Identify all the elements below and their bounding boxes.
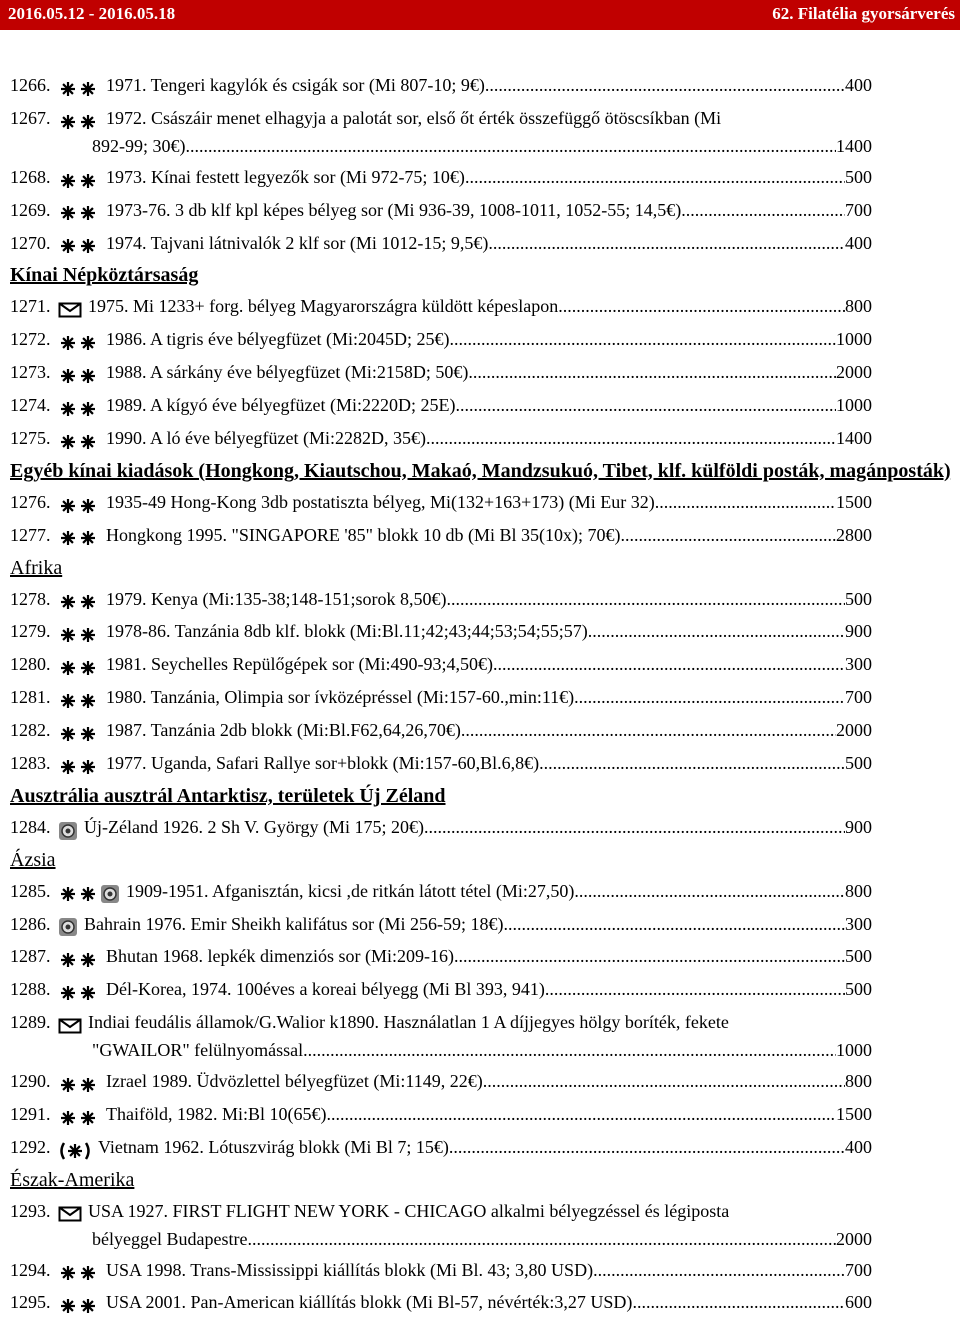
auction-title: 62. Filatélia gyorsárverés	[772, 4, 955, 23]
condition-icons	[58, 328, 100, 354]
lot-price: 300	[845, 913, 872, 934]
dot-leader	[485, 72, 845, 98]
dot-leader	[426, 425, 836, 451]
dot-leader	[574, 878, 845, 904]
lot-number: 1283.	[10, 752, 51, 773]
lot-item	[10, 717, 872, 745]
lot-item	[10, 878, 872, 906]
dot-leader	[186, 133, 837, 159]
section-heading: Ázsia	[10, 848, 56, 871]
section-heading: Kínai Népköztársaság	[10, 264, 199, 287]
lot-description: 1973-76. 3 db klf kpl képes bélyeg sor (Mi 936-39, 1008-1011, 1052-55; 14,5€)	[106, 199, 682, 220]
lot-item	[10, 1289, 872, 1317]
lot-number: 1289.	[10, 1012, 51, 1033]
condition-icons	[58, 686, 100, 712]
dot-leader	[574, 684, 845, 710]
lot-description: 1990. A ló éve bélyegfüzet (Mi:2282D, 35€)	[106, 427, 426, 448]
condition-icons	[58, 1011, 82, 1037]
lot-item	[10, 1068, 872, 1096]
condition-icons	[58, 231, 100, 257]
condition-icons	[58, 74, 100, 100]
mint-icon	[58, 1077, 100, 1093]
lot-description: 1971. Tengeri kagylók és csigák sor (Mi 807-10; 9€)	[106, 75, 485, 95]
condition-icons	[58, 1070, 100, 1096]
dot-leader	[588, 618, 845, 644]
lot-item	[10, 522, 872, 550]
lot-item	[10, 359, 872, 387]
mint-icon	[58, 238, 100, 254]
lot-number: 1284.	[10, 816, 51, 837]
mint-icon	[58, 726, 100, 742]
condition-icons	[58, 295, 82, 321]
lot-number: 1272.	[10, 329, 51, 350]
lot-item	[10, 72, 872, 100]
lot-description: 1909-1951. Afganisztán, kicsi ,de ritkán látott tétel (Mi:27,50)	[126, 880, 575, 901]
lot-price: 900	[845, 816, 872, 837]
condition-icons	[58, 427, 100, 453]
lot-item	[10, 814, 872, 842]
dot-leader	[468, 359, 836, 385]
lot-description: Indiai feudális államok/G.Walior k1890. Használatlan 1 A díjjegyes hölgy boríték, fekete	[88, 1012, 729, 1033]
lot-price: 1400	[836, 135, 872, 156]
lot-item	[10, 164, 872, 192]
dot-leader	[455, 392, 836, 418]
lot-description: Bahrain 1976. Emir Sheikh kalifátus sor (Mi 256-59; 18€)	[84, 913, 504, 934]
condition-icons	[58, 816, 78, 842]
mint-icon	[58, 660, 100, 676]
envelope-icon	[58, 1018, 82, 1034]
lot-price: 400	[845, 1136, 872, 1157]
envelope-icon	[58, 1206, 82, 1222]
condition-icons	[58, 719, 100, 745]
lot-price: 1500	[836, 491, 872, 512]
auction-dates: 2016.05.12 - 2016.05.18	[8, 4, 176, 23]
lot-description: 1974. Tajvani látnivalók 2 klf sor (Mi 1012-15; 9,5€)	[106, 232, 489, 253]
lot-description: Thaiföld, 1982. Mi:Bl 10(65€)	[106, 1103, 327, 1124]
dot-leader	[539, 750, 845, 776]
lot-price: 500	[845, 979, 872, 1000]
condition-icons	[58, 880, 120, 906]
lot-item	[10, 618, 872, 646]
lot-description-cont: 892-99; 30€)	[92, 135, 186, 156]
mint-icon	[58, 401, 100, 417]
used-icon	[100, 884, 120, 904]
dot-leader	[620, 522, 836, 548]
lot-item	[10, 392, 872, 420]
lot-description: 1980. Tanzánia, Olimpia sor ívközépréssel (Mi:157-60.,min:11€)	[106, 687, 575, 708]
lot-description: 1975. Mi 1233+ forg. bélyeg Magyarországra küldött képeslapon	[88, 296, 559, 317]
page-header	[0, 0, 960, 30]
mint-icon	[58, 498, 100, 514]
lot-description: 1989. A kígyó éve bélyegfüzet (Mi:2220D; 25E)	[106, 395, 456, 415]
condition-icons	[58, 912, 78, 938]
mint-icon	[58, 627, 100, 643]
dot-leader	[446, 586, 845, 612]
lot-description: 1981. Seychelles Repülőgépek sor (Mi:490-93;4,50€)	[106, 654, 493, 675]
lot-number: 1269.	[10, 199, 51, 220]
lot-price: 500	[845, 166, 872, 187]
lot-description: 1977. Uganda, Safari Rallye sor+blokk (Mi:157-60,Bl.6,8€)	[106, 752, 540, 773]
condition-icons	[58, 524, 100, 550]
condition-icons	[58, 199, 100, 225]
lot-number: 1277.	[10, 524, 51, 545]
mint-icon	[58, 81, 100, 97]
lot-description: Új-Zéland 1926. 2 Sh V. György (Mi 175; 20€)	[84, 816, 424, 837]
section-heading: Egyéb kínai kiadások (Hongkong, Kiautschou, Makaó, Mandzsukuó, Tibet, klf. külföldi posták, magánposták)	[10, 459, 951, 482]
dot-leader	[493, 651, 845, 677]
lot-description: 1978-86. Tanzánia 8db klf. blokk (Mi:Bl.11;42;43;44;53;54;55;57)	[106, 621, 588, 642]
lot-price: 1000	[836, 1040, 872, 1060]
lot-number: 1285.	[10, 880, 51, 901]
dot-leader	[303, 1037, 836, 1063]
dot-leader	[449, 326, 836, 352]
lot-item	[10, 105, 872, 159]
lot-number: 1288.	[10, 979, 51, 1000]
mint-icon	[58, 173, 100, 189]
mint-icon	[58, 594, 100, 610]
lot-price: 400	[845, 75, 872, 95]
mint-icon	[58, 759, 100, 775]
condition-icons	[58, 361, 100, 387]
condition-icons	[58, 1136, 92, 1162]
mint-icon	[58, 886, 100, 902]
dot-leader	[558, 293, 845, 319]
lot-description: Vietnam 1962. Lótuszvirág blokk (Mi Bl 7; 15€)	[98, 1136, 449, 1157]
lot-description: Bhutan 1968. lepkék dimenziós sor (Mi:209-16)	[106, 946, 454, 967]
lot-item	[10, 230, 872, 258]
lot-item	[10, 943, 872, 971]
lot-description: Izrael 1989. Üdvözlettel bélyegfüzet (Mi:1149, 22€)	[106, 1071, 483, 1091]
envelope-icon	[58, 302, 82, 318]
lot-price: 2800	[836, 524, 872, 545]
lot-number: 1266.	[10, 75, 51, 95]
section-heading: Ausztrália ausztrál Antarktisz, területek Új Zéland	[10, 784, 446, 807]
mint-icon	[58, 368, 100, 384]
dot-leader	[488, 230, 845, 256]
lot-description: Hongkong 1995. "SINGAPORE '85" blokk 10 db (Mi Bl 35(10x); 70€)	[106, 524, 621, 545]
mint-icon	[58, 1265, 100, 1281]
lot-number: 1268.	[10, 166, 51, 187]
condition-icons	[58, 945, 100, 971]
lot-item	[10, 684, 872, 712]
lot-price: 800	[845, 296, 872, 317]
hinged-icon	[58, 1141, 92, 1161]
lot-item	[10, 1134, 872, 1162]
lot-number: 1287.	[10, 946, 51, 967]
lot-number: 1292.	[10, 1136, 51, 1157]
condition-icons	[58, 620, 100, 646]
lot-item	[10, 911, 872, 939]
mint-icon	[58, 434, 100, 450]
mint-icon	[58, 952, 100, 968]
lot-item	[10, 489, 872, 517]
lot-description: Dél-Korea, 1974. 100éves a koreai bélyegg (Mi Bl 393, 941)	[106, 979, 545, 1000]
mint-icon	[58, 335, 100, 351]
lot-price: 500	[845, 588, 872, 609]
dot-leader	[461, 717, 836, 743]
lot-description-cont: "GWAILOR" felülnyomással	[92, 1040, 304, 1060]
section-heading: Afrika	[10, 556, 63, 579]
lot-number: 1282.	[10, 720, 51, 740]
condition-icons	[58, 107, 100, 133]
condition-icons	[58, 1200, 82, 1226]
condition-icons	[58, 166, 100, 192]
lot-item	[10, 976, 872, 1004]
lot-item	[10, 651, 872, 679]
lot-price: 800	[845, 880, 872, 901]
condition-icons	[58, 653, 100, 679]
lot-number: 1280.	[10, 654, 51, 675]
lot-number: 1274.	[10, 395, 51, 415]
condition-icons	[58, 978, 100, 1004]
lot-number: 1286.	[10, 913, 51, 934]
lot-description: USA 1927. FIRST FLIGHT NEW YORK - CHICAGO alkalmi bélyegzéssel és légiposta	[88, 1200, 730, 1221]
lot-price: 800	[845, 1071, 872, 1091]
lot-description: 1973. Kínai festett legyezők sor (Mi 972-75; 10€)	[106, 166, 465, 187]
lot-price: 2000	[836, 362, 872, 383]
lot-number: 1291.	[10, 1103, 51, 1124]
condition-icons	[58, 491, 100, 517]
lot-description: 1986. A tigris éve bélyegfüzet (Mi:2045D; 25€)	[106, 329, 450, 350]
lot-item	[10, 1009, 872, 1063]
lot-number: 1294.	[10, 1259, 51, 1280]
condition-icons	[58, 394, 100, 420]
lot-list	[0, 72, 960, 1322]
mint-icon	[58, 1298, 100, 1314]
mint-icon	[58, 1110, 100, 1126]
lot-item	[10, 1198, 872, 1252]
lot-number: 1276.	[10, 491, 51, 512]
mint-icon	[58, 693, 100, 709]
dot-leader	[545, 976, 845, 1002]
mint-icon	[58, 114, 100, 130]
lot-description: USA 2001. Pan-American kiállítás blokk (Mi Bl-57, névérték:3,27 USD)	[106, 1292, 633, 1313]
lot-number: 1271.	[10, 296, 51, 317]
lot-price: 600	[845, 1292, 872, 1313]
lot-number: 1279.	[10, 621, 51, 642]
lot-price: 2000	[836, 720, 872, 740]
lot-number: 1270.	[10, 232, 51, 253]
lot-number: 1278.	[10, 588, 51, 609]
dot-leader	[454, 943, 845, 969]
lot-price: 500	[845, 946, 872, 967]
lot-price: 900	[845, 621, 872, 642]
lot-item	[10, 1257, 872, 1285]
lot-number: 1290.	[10, 1071, 51, 1091]
lot-price: 700	[845, 199, 872, 220]
lot-item	[10, 586, 872, 614]
lot-item	[10, 1101, 872, 1129]
condition-icons	[58, 1103, 100, 1129]
dot-leader	[424, 814, 845, 840]
lot-price: 1000	[836, 395, 872, 415]
lot-item	[10, 326, 872, 354]
lot-number: 1275.	[10, 427, 51, 448]
lot-number: 1267.	[10, 107, 51, 128]
lot-item	[10, 425, 872, 453]
lot-item	[10, 197, 872, 225]
lot-price: 1400	[836, 427, 872, 448]
used-icon	[58, 821, 78, 841]
condition-icons	[58, 587, 100, 613]
dot-leader	[465, 164, 845, 190]
lot-description: 1972. Császáir menet elhagyja a palotát sor, első őt érték összefüggő ötöscsíkban (Mi	[106, 107, 722, 128]
used-icon	[58, 917, 78, 937]
lot-number: 1293.	[10, 1200, 51, 1221]
lot-description: 1979. Kenya (Mi:135-38;148-151;sorok 8,50€)	[106, 588, 447, 609]
dot-leader	[483, 1068, 845, 1094]
mint-icon	[58, 985, 100, 1001]
lot-price: 700	[845, 687, 872, 708]
lot-description: 1988. A sárkány éve bélyegfüzet (Mi:2158D; 50€)	[106, 362, 469, 383]
mint-icon	[58, 205, 100, 221]
lot-number: 1273.	[10, 362, 51, 383]
condition-icons	[58, 1258, 100, 1284]
dot-leader	[632, 1289, 845, 1315]
lot-price: 2000	[836, 1228, 872, 1249]
section-heading: Észak-Amerika	[10, 1168, 135, 1191]
lot-price: 400	[845, 232, 872, 253]
lot-price: 500	[845, 752, 872, 773]
dot-leader	[681, 197, 845, 223]
lot-price: 300	[845, 654, 872, 675]
dot-leader	[326, 1101, 836, 1127]
lot-description-cont: bélyeggel Budapestre	[92, 1228, 248, 1249]
dot-leader	[449, 1134, 845, 1160]
mint-icon	[58, 530, 100, 546]
condition-icons	[58, 1291, 100, 1317]
lot-description: 1987. Tanzánia 2db blokk (Mi:Bl.F62,64,26,70€)	[106, 720, 461, 740]
lot-price: 700	[845, 1259, 872, 1280]
lot-description: 1935-49 Hong-Kong 3db postatiszta bélyeg, Mi(132+163+173) (Mi Eur 32)	[106, 491, 655, 512]
dot-leader	[247, 1226, 836, 1252]
lot-item	[10, 750, 872, 778]
dot-leader	[655, 489, 836, 515]
condition-icons	[58, 752, 100, 778]
lot-number: 1281.	[10, 687, 51, 708]
lot-item	[10, 293, 872, 321]
lot-price: 1500	[836, 1103, 872, 1124]
lot-description: USA 1998. Trans-Mississippi kiállítás blokk (Mi Bl. 43; 3,80 USD)	[106, 1259, 594, 1280]
dot-leader	[593, 1257, 845, 1283]
lot-price: 1000	[836, 329, 872, 350]
lot-number: 1295.	[10, 1292, 51, 1313]
dot-leader	[503, 911, 845, 937]
